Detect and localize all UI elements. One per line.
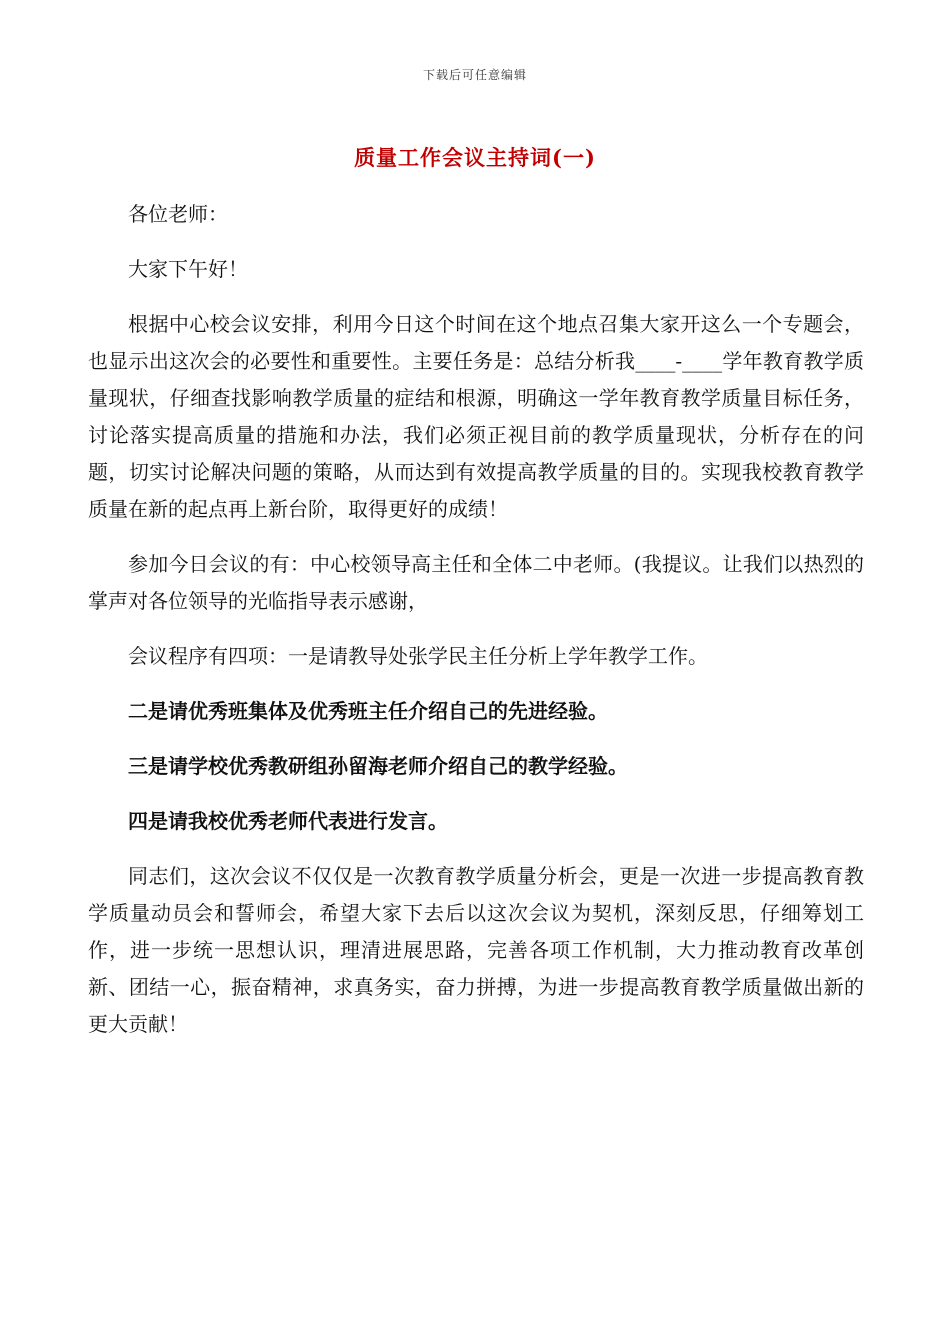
salutation-paragraph: 大家下午好！ [128, 257, 248, 281]
agenda-item-3: 三是请学校优秀教研组孙留海老师介绍自己的教学经验。 [128, 754, 628, 778]
agenda-item-4: 四是请我校优秀老师代表进行发言。 [128, 809, 448, 833]
attendees-paragraph: 参加今日会议的有：中心校领导高主任和全体二中老师。(我提议。让我们以热烈的掌声对各位领导的光临指导表示感谢， [88, 552, 864, 613]
greeting-paragraph: 各位老师： [128, 202, 228, 226]
document-title: 质量工作会议主持词(一) [354, 145, 596, 170]
intro-paragraph: 根据中心校会议安排，利用今日这个时间在这个地点召集大家开这么一个专题会，也显示出这次会的必要性和重要性。主要任务是：总结分析我____-____学年教育教学质量现状，仔细查找影响教学质量的症结和根源，明确这一学年教育教学质量目标任务，讨论落实提高质量的措施和办法，我们必须正视目前的教学质量现状，分析存在的问题，切实讨论解决问题的策略，从而达到有效提高教学质量的目的。实现我校教育教学质量在新的起点再上新台阶，取得更好的成绩！ [88, 312, 864, 521]
agenda-item-2: 二是请优秀班集体及优秀班主任介绍自己的先进经验。 [128, 699, 608, 723]
agenda-item-1: 会议程序有四项：一是请教导处张学民主任分析上学年教学工作。 [128, 644, 708, 668]
document-body [88, 196, 864, 1061]
page-header-note: 下载后可任意编辑 [422, 68, 527, 82]
closing-paragraph: 同志们，这次会议不仅仅是一次教育教学质量分析会，更是一次进一步提高教育教学质量动员会和誓师会，希望大家下去后以这次会议为契机，深刻反思，仔细筹划工作，进一步统一思想认识，理清进展思路，完善各项工作机制，大力推动教育改革创新、团结一心，振奋精神，求真务实，奋力拼搏，为进一步提高教育教学质量做出新的更大贡献！ [88, 864, 864, 1036]
